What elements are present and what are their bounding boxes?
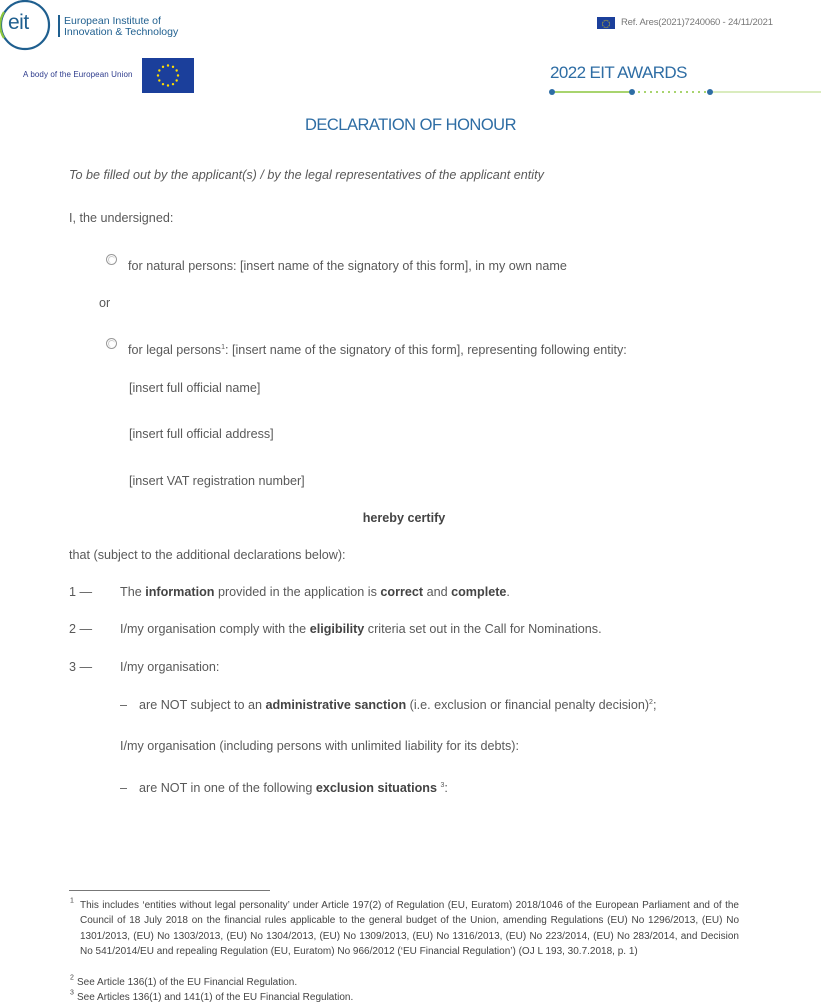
- footnote-2-number: [70, 974, 74, 989]
- sanction-part: (i.e. exclusion or financial penalty decision): [406, 698, 650, 712]
- item-1-part: .: [506, 585, 510, 599]
- eit-logo-text: eit: [8, 11, 29, 34]
- item-2-bold-eligibility: eligibility: [309, 622, 365, 636]
- undersigned-label: I, the undersigned:: [69, 211, 174, 225]
- item-3-number: 3 —: [69, 660, 93, 674]
- item-2-text: [120, 622, 602, 636]
- footnote-ref-1: 1: [221, 343, 226, 351]
- footnote-3-number: [70, 989, 74, 1004]
- sanction-bold: administrative sanction: [265, 698, 407, 712]
- eit-divider: [58, 15, 60, 37]
- item-2-part: criteria set out in the Call for Nominations.: [364, 622, 602, 636]
- eit-logo: [0, 0, 200, 52]
- certify-intro: that (subject to the additional declarations below):: [69, 548, 346, 562]
- official-name-placeholder: [insert full official name]: [129, 381, 261, 395]
- item-2-number: 2 —: [69, 622, 93, 636]
- sanction-part: are NOT subject to an: [139, 698, 266, 712]
- legal-person-label: for legal persons: [128, 343, 222, 357]
- exclusion-bold: exclusion situations: [315, 781, 437, 795]
- natural-person-radio[interactable]: [106, 254, 117, 265]
- exclusion-part: are NOT in one of the following: [139, 781, 316, 795]
- legal-person-rest: : [insert name of the signatory of this form], representing following entity:: [225, 343, 627, 357]
- eu-flag-icon: [142, 58, 194, 93]
- item-1-bold-information: information: [145, 585, 215, 599]
- certify-heading: hereby certify: [362, 511, 446, 525]
- footnote-ref-2: 2: [649, 698, 653, 706]
- item-1-number: 1 —: [69, 585, 93, 599]
- footnote-divider: [69, 890, 270, 891]
- footnote-3-text: See Articles 136(1) and 141(1) of the EU Financial Regulation.: [77, 992, 354, 1003]
- item-1-part: The: [120, 585, 146, 599]
- legal-person-option: [128, 343, 627, 357]
- footnote-3-marker: 3: [70, 989, 74, 997]
- institute-name-line2: Innovation & Technology: [64, 26, 179, 38]
- exclusion-dash: –: [120, 781, 128, 795]
- legal-person-radio[interactable]: [106, 338, 117, 349]
- awards-title: 2022 EIT AWARDS: [550, 63, 687, 82]
- instruction-text: To be filled out by the applicant(s) / by the legal representatives of the applicant entity: [69, 168, 544, 182]
- sanction-clause: [139, 698, 656, 712]
- footnote-1-number: [70, 897, 74, 912]
- institute-name-line1: European Institute of: [64, 15, 161, 27]
- unlimited-liability-text: I/my organisation (including persons with unlimited liability for its debts):: [120, 739, 519, 753]
- item-1-bold-complete: complete: [451, 585, 507, 599]
- official-address-placeholder: [insert full official address]: [129, 427, 274, 441]
- awards-timeline-decoration: [549, 87, 821, 97]
- item-3-text: I/my organisation:: [120, 660, 220, 674]
- item-1-text: [120, 585, 510, 599]
- item-2-part: I/my organisation comply with the: [120, 622, 310, 636]
- item-1-part: and: [423, 585, 452, 599]
- footnote-1-text: This includes ‘entities without legal personality’ under Article 197(2) of Regulation (EU, Euratom) 2018/1046 of the European Parliament and of the Council of 18 July 2018 on the financial rules applicable to the general budget of the Union, amending Regulations (EU) No 1296/2013, (EU) No 1301/2013, (EU) No 1303/2013, (EU) No 1304/2013, (EU) No 1309/2013, (EU) No 1316/2013, (EU) No 223/2014, (EU) No 283/2014, and Decision No 541/2014/EU and repealing Regulation (EU, Euratom) No 966/2012 (‘EU Financial Regulation’) (OJ L 193, 30.7.2018, p. 1): [80, 900, 739, 957]
- item-1-part: provided in the application is: [214, 585, 381, 599]
- natural-person-option: for natural persons: [insert name of the signatory of this form], in my own name: [128, 259, 567, 273]
- ares-reference: Ref. Ares(2021)7240060 - 24/11/2021: [621, 17, 773, 28]
- vat-placeholder: [insert VAT registration number]: [129, 474, 305, 488]
- footnote-ref-3: 3: [440, 781, 445, 789]
- eu-flag-small-icon: [597, 17, 615, 29]
- item-1-bold-correct: correct: [380, 585, 424, 599]
- footnote-1-marker: 1: [70, 897, 74, 905]
- document-title: DECLARATION OF HONOUR: [304, 116, 517, 134]
- footnote-2-marker: 2: [70, 974, 74, 982]
- footnote-2-text: See Article 136(1) of the EU Financial Regulation.: [77, 977, 298, 988]
- sanction-part: ;: [652, 698, 657, 712]
- sanction-dash: –: [120, 698, 128, 712]
- exclusion-clause: [139, 781, 448, 795]
- exclusion-part: :: [444, 781, 448, 795]
- eu-body-tagline: A body of the European Union: [23, 70, 133, 79]
- or-label: or: [99, 296, 111, 310]
